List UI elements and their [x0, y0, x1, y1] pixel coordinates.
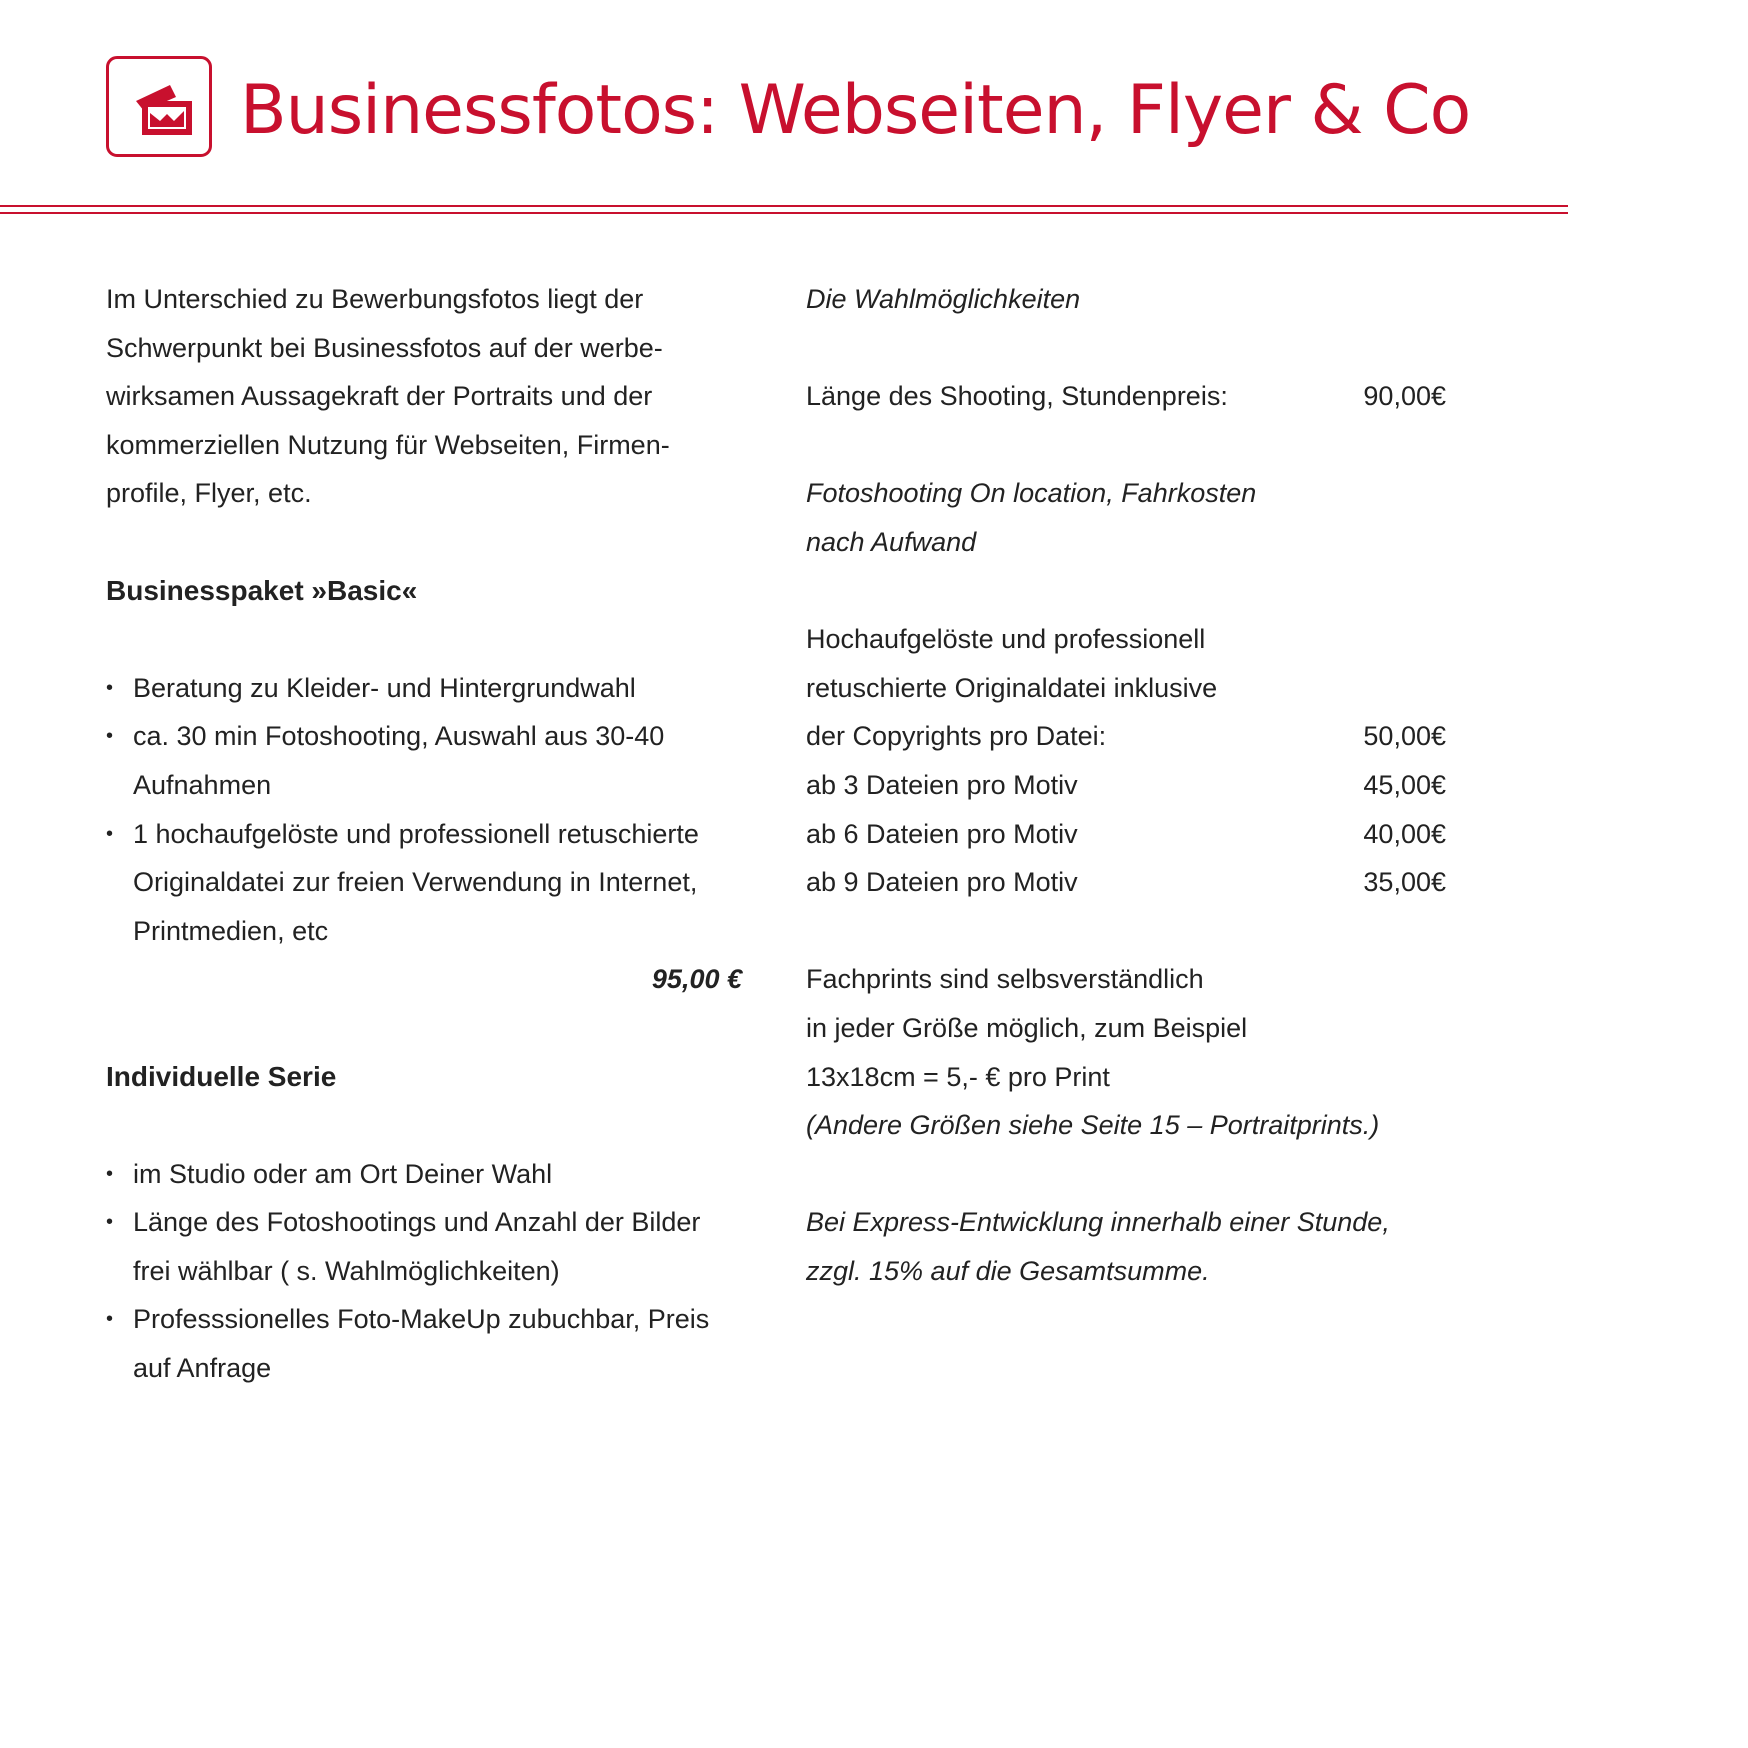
- right-column: [806, 275, 1446, 1295]
- header-rule-bottom: [0, 212, 1568, 214]
- list-item: • Professsionelles Foto-MakeUp zubuchbar, Preis auf Anfrage: [106, 1295, 766, 1392]
- page-title: Businessfotos: Webseiten, Flyer & Co: [240, 71, 1471, 150]
- header-logo: [106, 56, 212, 157]
- location-note: Fotoshooting On location, Fahrkosten: [806, 478, 1257, 509]
- file-price-row: [806, 858, 1446, 907]
- list-item: • im Studio oder am Ort Deiner Wahl: [106, 1150, 766, 1199]
- intro-line: kommerziellen Nutzung für Webseiten, Firmen-: [106, 429, 670, 460]
- intro-line: profile, Flyer, etc.: [106, 478, 312, 509]
- location-note: nach Aufwand: [806, 526, 977, 557]
- price-value: 35,00€: [1363, 867, 1446, 898]
- price-value: 50,00€: [1363, 721, 1446, 752]
- price-value: 45,00€: [1363, 769, 1446, 800]
- prints-text: in jeder Größe möglich, zum Beispiel: [806, 1012, 1248, 1043]
- price-label: ab 6 Dateien pro Motiv: [806, 818, 1078, 849]
- list-item: • Beratung zu Kleider- und Hintergrundwahl: [106, 664, 766, 713]
- prints-note: (Andere Größen siehe Seite 15 – Portraitprints.): [806, 1110, 1380, 1141]
- file-price-row: [806, 712, 1446, 761]
- file-price-row: [806, 761, 1446, 810]
- hourly-price-row: [806, 372, 1446, 421]
- prints-text: Fachprints sind selbsverständlich: [806, 964, 1204, 995]
- express-note: Bei Express-Entwicklung innerhalb einer Stunde,: [806, 1207, 1390, 1238]
- basic-package-heading: Businesspaket »Basic«: [106, 574, 418, 606]
- individual-serie-heading: Individuelle Serie: [106, 1060, 337, 1092]
- intro-line: wirksamen Aussagekraft der Portraits und der: [106, 381, 653, 412]
- files-intro: Hochaufgelöste und professionell: [806, 624, 1206, 655]
- individual-serie-list: [106, 1150, 766, 1393]
- files-intro: retuschierte Originaldatei inklusive: [806, 672, 1218, 703]
- basic-package-price: 95,00 €: [651, 964, 742, 995]
- left-column: [106, 275, 766, 1393]
- prints-text: 13x18cm = 5,- € pro Print: [806, 1061, 1110, 1092]
- price-value: 40,00€: [1363, 818, 1446, 849]
- price-label: Länge des Shooting, Stundenpreis:: [806, 381, 1228, 412]
- list-item: • Länge des Fotoshootings und Anzahl der Bilder frei wählbar ( s. Wahlmöglichkeiten): [106, 1198, 766, 1295]
- list-item: • ca. 30 min Fotoshooting, Auswahl aus 30-40 Aufnahmen: [106, 712, 766, 809]
- price-label: ab 9 Dateien pro Motiv: [806, 867, 1078, 898]
- photos-icon: [130, 81, 194, 139]
- list-item: • 1 hochaufgelöste und professionell retuschierte Originaldatei zur freien Verwendung in Internet, Printmedien, etc: [106, 810, 766, 956]
- intro-line: Schwerpunkt bei Businessfotos auf der werbe-: [106, 332, 663, 363]
- express-note: zzgl. 15% auf die Gesamtsumme.: [806, 1255, 1210, 1286]
- file-price-row: [806, 810, 1446, 859]
- header-rule-top: [0, 205, 1568, 207]
- intro-line: Im Unterschied zu Bewerbungsfotos liegt der: [106, 284, 644, 314]
- price-label: der Copyrights pro Datei:: [806, 721, 1107, 752]
- price-label: ab 3 Dateien pro Motiv: [806, 769, 1078, 800]
- price-value: 90,00€: [1363, 381, 1446, 412]
- options-heading: Die Wahlmöglichkeiten: [806, 284, 1081, 314]
- basic-package-list: [106, 664, 766, 956]
